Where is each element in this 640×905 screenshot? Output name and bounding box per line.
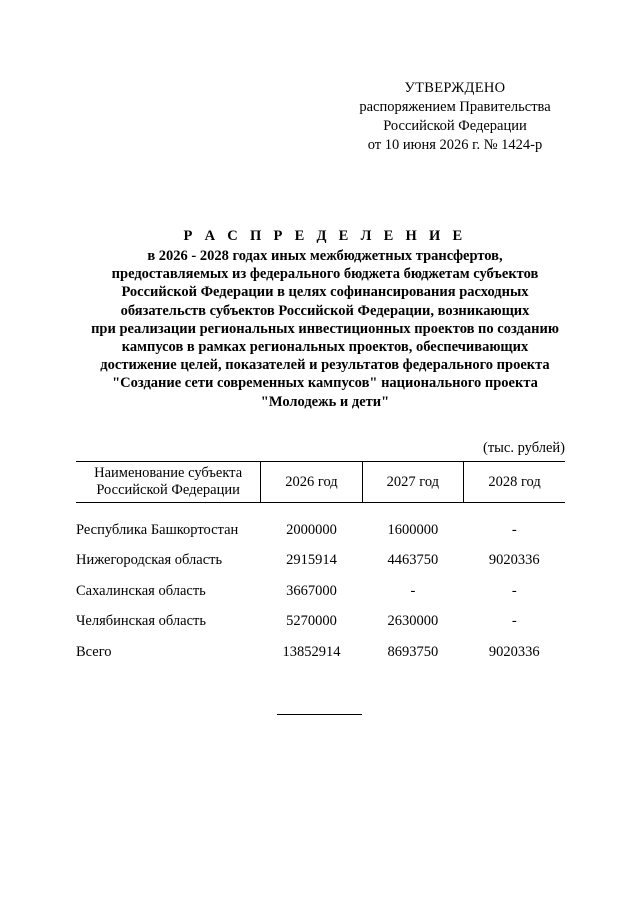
approval-authority-line: распоряжением Правительства (359, 99, 551, 115)
approval-authority-line: Российской Федерации (383, 118, 527, 134)
total-2026: 13852914 (282, 643, 341, 660)
end-separator-line (277, 714, 362, 715)
subtitle-line: предоставляемых из федерального бюджета бюджетам субъектов (111, 266, 539, 283)
value-2028: 9020336 (488, 552, 540, 569)
distribution-table (76, 461, 565, 668)
document-title: Р А С П Р Е Д Е Л Е Н И Е (183, 228, 467, 244)
document-heading (40, 227, 610, 411)
region-name: Нижегородская область (76, 552, 223, 569)
table-row (76, 546, 565, 577)
subtitle-line: обязательств субъектов Российской Федерации, возникающих (120, 302, 530, 319)
subtitle-line: кампусов в рамках региональных проектов, обеспечивающих (121, 339, 529, 356)
header-2027: 2027 год (362, 462, 463, 503)
subtitle-line: при реализации региональных инвестиционных проектов по созданию (91, 320, 559, 337)
header-region-line: Наименование субъекта (94, 465, 243, 481)
table-row (76, 576, 565, 607)
region-name: Сахалинская область (76, 582, 206, 599)
value-2028: - (511, 582, 517, 599)
value-2028: - (511, 613, 517, 630)
approval-date-number: от 10 июня 2026 г. № 1424-р (367, 137, 543, 153)
approval-block (340, 79, 570, 155)
value-2026: 5270000 (286, 613, 337, 630)
header-region (76, 462, 261, 503)
region-name: Республика Башкортостан (76, 521, 239, 538)
header-2028: 2028 год (464, 462, 565, 503)
document-subtitle (40, 247, 610, 411)
region-name: Челябинская область (76, 613, 206, 630)
subtitle-line: достижение целей, показателей и результатов федерального проекта (100, 357, 550, 374)
value-2027: 2630000 (387, 613, 439, 630)
table-total-row (76, 637, 565, 668)
subtitle-line: Российской Федерации в целях софинансирования расходных (121, 284, 529, 301)
total-label: Всего (76, 643, 112, 660)
value-2026: 3667000 (286, 582, 337, 599)
subtitle-line: "Молодежь и дети" (260, 393, 390, 410)
table-header-row (76, 462, 565, 503)
header-region-line: Российской Федерации (96, 482, 240, 498)
value-2026: 2915914 (286, 552, 337, 569)
value-2027: 1600000 (387, 521, 439, 538)
total-2028: 9020336 (488, 643, 540, 660)
subtitle-line: в 2026 - 2028 годах иных межбюджетных трансфертов, (147, 248, 503, 264)
total-2027: 8693750 (387, 643, 439, 660)
value-2027: - (410, 582, 416, 599)
unit-label: (тыс. рублей) (483, 440, 565, 456)
approval-stamp: УТВЕРЖДЕНО (404, 80, 506, 96)
table-row (76, 515, 565, 546)
header-2026: 2026 год (261, 462, 362, 503)
value-2026: 2000000 (286, 521, 337, 538)
subtitle-line: "Создание сети современных кампусов" национального проекта (112, 375, 538, 392)
table-row (76, 607, 565, 638)
value-2028: - (511, 521, 517, 538)
value-2027: 4463750 (387, 552, 439, 569)
